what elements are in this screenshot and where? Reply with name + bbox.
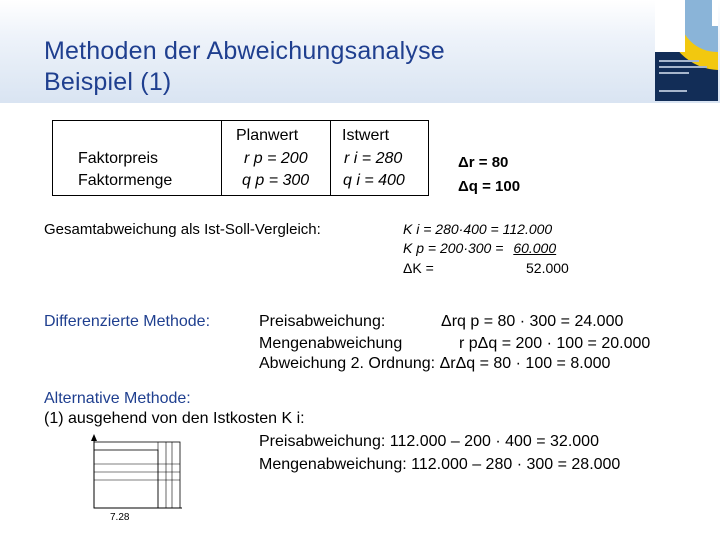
delta-q: Δq = 100	[458, 178, 521, 195]
ist-value-q: q i = 400	[343, 172, 405, 189]
plankosten-formula: K p = 200·300 =	[403, 240, 508, 256]
table-column-divider	[330, 120, 331, 196]
table-bottom-border	[52, 195, 429, 196]
table-header-istwert: Istwert	[342, 127, 390, 144]
ist-value-r: r i = 280	[344, 150, 403, 167]
alternative-subline: (1) ausgehend von den Istkosten K i:	[44, 410, 305, 427]
plankosten-line	[403, 240, 556, 256]
table-left-border	[52, 120, 53, 196]
slide-number: 7.28	[110, 512, 130, 523]
mengenabweichung-label: Mengenabweichung	[259, 335, 403, 352]
preisabweichung-formula: Δrq p = 80 · 300 = 24.000	[441, 313, 624, 330]
istkosten-line: K i = 280·400 = 112.000	[403, 221, 553, 237]
alt-preisabweichung: Preisabweichung: 112.000 – 200 · 400 = 32.000	[259, 433, 599, 450]
mengenabweichung-formula: r pΔq = 200 · 100 = 20.000	[459, 335, 651, 352]
alt-mengenabweichung: Mengenabweichung: 112.000 – 280 · 300 = 28.000	[259, 456, 621, 473]
table-top-border	[52, 120, 428, 121]
table-right-border	[428, 120, 429, 196]
plankosten-value: 60.000	[513, 240, 557, 256]
alternative-methode-label: Alternative Methode:	[44, 390, 191, 407]
slide-title: Methoden der Abweichungsanalyse	[44, 37, 445, 65]
y-axis-arrow	[91, 434, 97, 441]
row-label-faktorpreis: Faktorpreis	[78, 150, 159, 167]
abweichung-2-ordnung: Abweichung 2. Ordnung: ΔrΔq = 80 · 100 = 8.000	[259, 355, 611, 372]
book-cover-image	[655, 0, 718, 101]
preisabweichung-label: Preisabweichung:	[259, 313, 386, 330]
gesamtabweichung-label: Gesamtabweichung als Ist-Soll-Vergleich:	[44, 221, 321, 238]
cost-rectangle-diagram	[86, 434, 186, 512]
delta-r: Δr = 80	[458, 154, 509, 171]
actual-cost-rectangle	[94, 442, 180, 508]
differenzierte-methode-label: Differenzierte Methode:	[44, 313, 211, 330]
plan-value-q: q p = 300	[242, 172, 310, 189]
table-header-planwert: Planwert	[236, 127, 299, 144]
delta-k-label: ΔK =	[403, 260, 434, 276]
plan-value-r: r p = 200	[244, 150, 308, 167]
slide-subtitle: Beispiel (1)	[44, 68, 172, 96]
row-label-faktormenge: Faktormenge	[78, 172, 173, 189]
table-column-divider	[221, 120, 222, 196]
delta-k-value: 52.000	[526, 260, 569, 276]
plan-cost-rectangle	[94, 450, 158, 508]
